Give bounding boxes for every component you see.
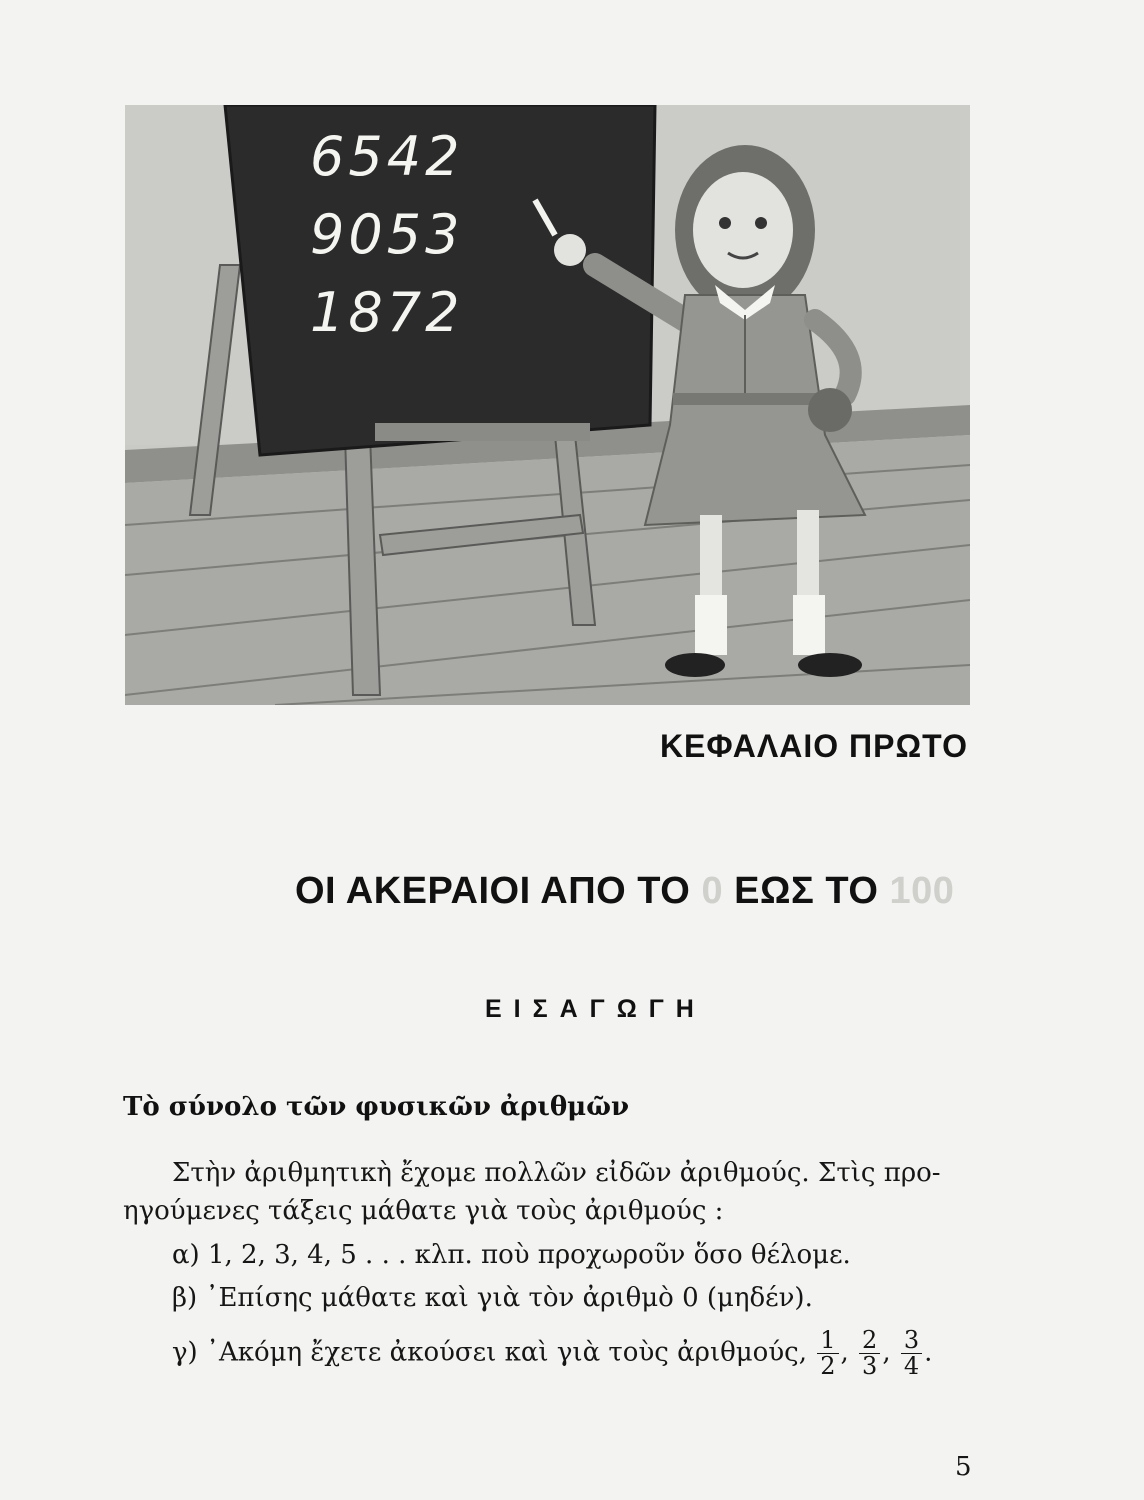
illustration-svg xyxy=(125,105,970,705)
main-title-num1: 0 xyxy=(701,870,724,912)
board-number-1: 6542 xyxy=(310,125,464,188)
list-item-c xyxy=(172,1328,932,1379)
illustration-girl-at-blackboard xyxy=(125,105,970,705)
list-item-a: α) 1, 2, 3, 4, 5 . . . κλπ. ποὺ προχωροῦν ὅσο θέλομε. xyxy=(172,1240,851,1270)
list-item-b: β) ᾿Επίσης μάθατε καὶ γιὰ τὸν ἀριθμὸ 0 (μηδέν). xyxy=(172,1283,813,1313)
fraction-separator-2: , xyxy=(882,1337,891,1368)
fraction-2-denominator: 3 xyxy=(862,1352,878,1381)
main-title-num2: 100 xyxy=(889,870,955,912)
fraction-3-numerator: 3 xyxy=(901,1328,922,1354)
board-number-2: 9053 xyxy=(310,203,464,266)
fraction-3 xyxy=(901,1328,922,1379)
chapter-heading: ΚΕΦΑΛΑΙΟ ΠΡΩΤΟ xyxy=(659,728,968,764)
subsection-heading: Τὸ σύνολο τῶν φυσικῶν ἀριθμῶν xyxy=(123,1092,629,1122)
paragraph-line-1: Στὴν ἀριθμητικὴ ἔχομε πολλῶν εἰδῶν ἀριθμούς. Στὶς προ- xyxy=(172,1158,941,1188)
fraction-1-numerator: 1 xyxy=(817,1328,838,1354)
fraction-2-numerator: 2 xyxy=(859,1328,880,1354)
chalk-tray xyxy=(375,423,590,441)
fraction-3-denominator: 4 xyxy=(903,1352,920,1381)
fraction-end: . xyxy=(924,1337,933,1368)
main-title-part1: ΟΙ ΑΚΕΡΑΙΟΙ ΑΠΟ ΤΟ xyxy=(295,870,691,912)
section-heading: ΕΙΣΑΓΩΓΗ xyxy=(485,995,706,1023)
fraction-1 xyxy=(817,1328,838,1379)
list-item-c-text: γ) ᾿Ακόμη ἔχετε ἀκούσει καὶ γιὰ τοὺς ἀριθμούς, xyxy=(172,1337,807,1368)
main-title xyxy=(295,870,954,913)
fraction-1-denominator: 2 xyxy=(820,1352,836,1381)
board-number-3: 1872 xyxy=(310,281,464,344)
paragraph-line-2: ηγούμενες τάξεις μάθατε γιὰ τοὺς ἀριθμούς : xyxy=(123,1196,724,1226)
fraction-2 xyxy=(859,1328,880,1379)
fraction-separator-1: , xyxy=(840,1337,849,1368)
main-title-part2: ΕΩΣ ΤΟ xyxy=(734,870,879,912)
page-number: 5 xyxy=(955,1452,972,1482)
